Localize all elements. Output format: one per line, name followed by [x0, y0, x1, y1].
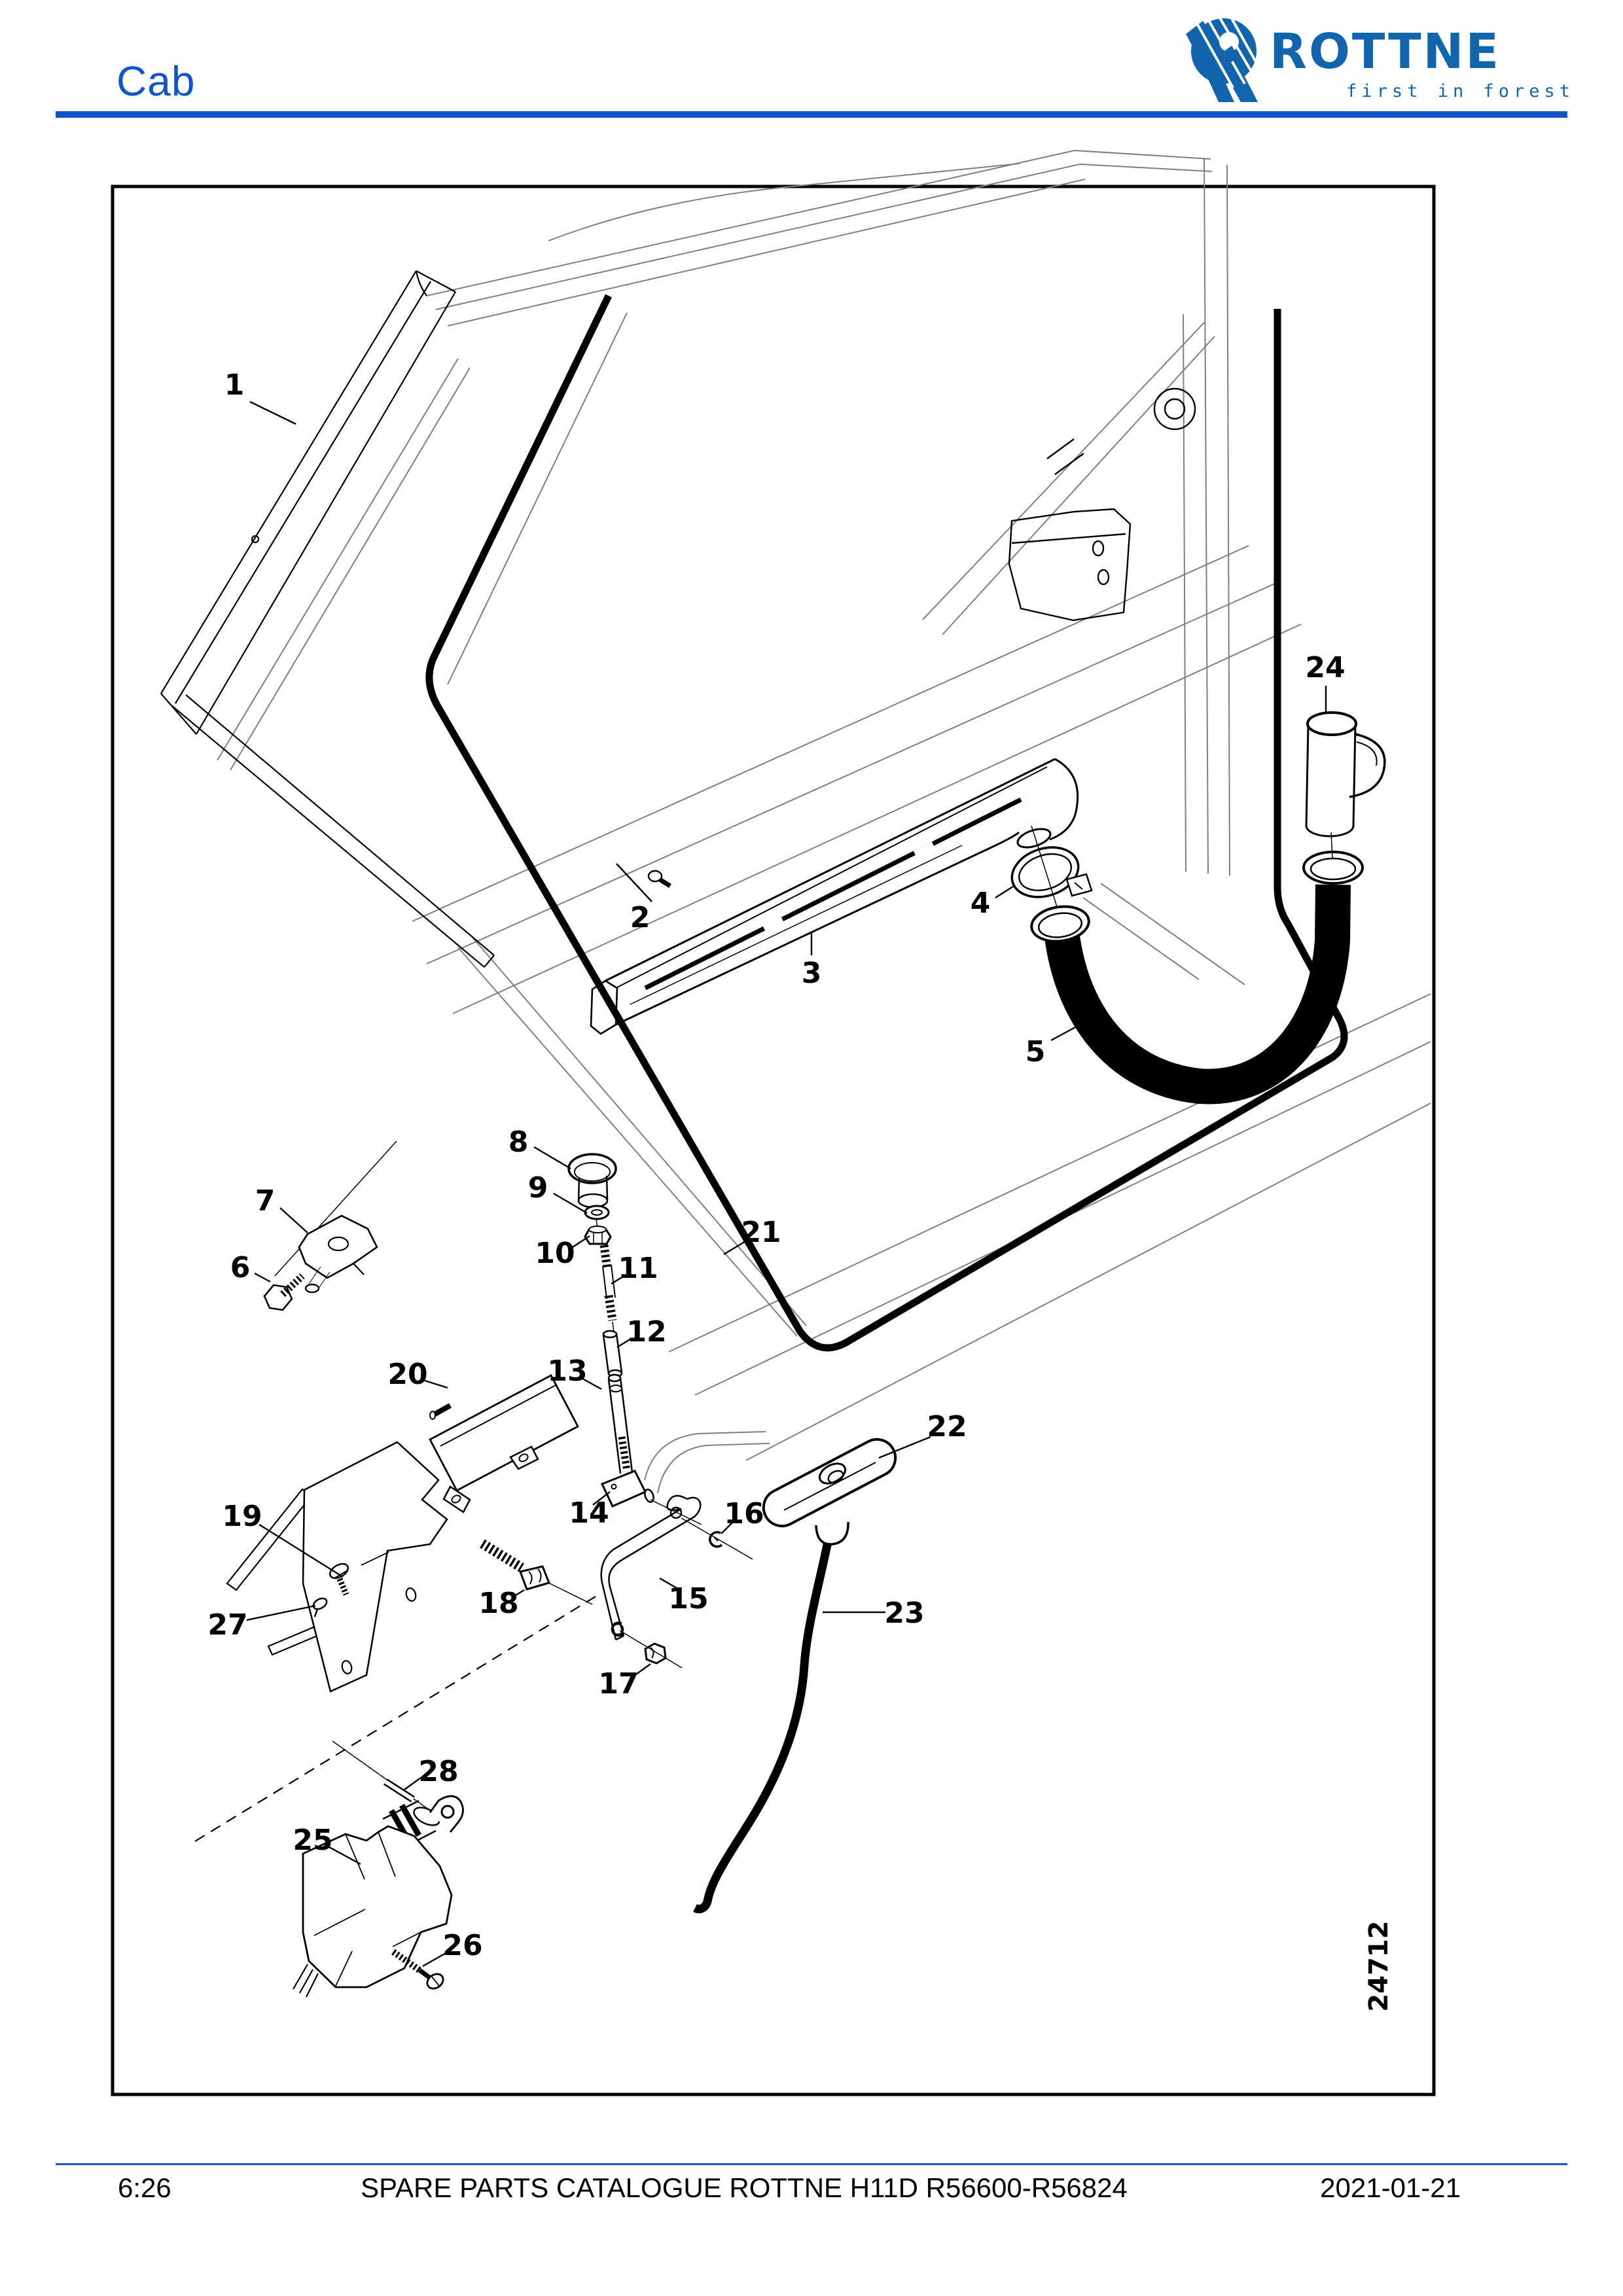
- pipe-fitting: [1306, 713, 1385, 858]
- lock-bracket: [227, 1442, 447, 1691]
- part-label-12: 12: [626, 1315, 667, 1349]
- page-title: Cab: [116, 58, 196, 105]
- part-label-5: 5: [1025, 1035, 1046, 1069]
- part-label-17: 17: [598, 1667, 639, 1701]
- part-label-27: 27: [207, 1608, 248, 1642]
- part-label-2: 2: [630, 901, 651, 934]
- footer-rule: [56, 2163, 1567, 2165]
- footer-date: 2021-01-21: [1320, 2172, 1461, 2203]
- part-label-26: 26: [442, 1929, 483, 1962]
- handle-cable: [695, 1525, 831, 1909]
- window-trim-strip: [591, 759, 1078, 1034]
- hose-clamp: [1005, 839, 1092, 906]
- footer-page-number: 6:26: [118, 2172, 171, 2203]
- leader-lines: [247, 402, 1326, 1966]
- logo-brand-text: ROTTNE: [1270, 24, 1501, 80]
- part-label-23: 23: [884, 1597, 925, 1630]
- part-label-9: 9: [527, 1171, 548, 1205]
- door-frame: [161, 271, 494, 967]
- part-label-22: 22: [927, 1410, 967, 1443]
- release-lever: [482, 1496, 753, 1668]
- lock-actuator: [195, 1597, 596, 1997]
- part-label-15: 15: [668, 1582, 709, 1616]
- screw-2: [649, 871, 670, 886]
- grommet-roller: [1154, 389, 1195, 429]
- part-label-21: 21: [741, 1216, 781, 1249]
- part-label-13: 13: [547, 1354, 588, 1388]
- part-label-10: 10: [535, 1237, 575, 1270]
- part-label-7: 7: [255, 1184, 276, 1218]
- logo-tagline: first in forest: [1346, 81, 1575, 101]
- part-label-24: 24: [1305, 651, 1346, 684]
- part-label-28: 28: [418, 1755, 459, 1788]
- lock-unit: [430, 1375, 578, 1512]
- part-label-4: 4: [970, 887, 991, 920]
- footer-catalogue-title: SPARE PARTS CATALOGUE ROTTNE H11D R56600-R56824: [361, 2172, 1128, 2203]
- part-label-20: 20: [387, 1358, 428, 1391]
- part-label-6: 6: [230, 1251, 251, 1284]
- hinge-bracket: [1009, 439, 1130, 620]
- part-label-11: 11: [618, 1252, 658, 1285]
- part-label-14: 14: [569, 1496, 609, 1530]
- part-label-18: 18: [478, 1587, 519, 1620]
- part-label-16: 16: [724, 1497, 764, 1530]
- drawing-number: 24712: [1364, 1920, 1394, 2012]
- striker-assembly: [264, 1141, 397, 1310]
- part-label-8: 8: [508, 1125, 529, 1159]
- part-label-1: 1: [224, 368, 245, 402]
- diagram-border: [113, 186, 1434, 2094]
- part-label-25: 25: [293, 1824, 333, 1857]
- part-label-19: 19: [222, 1500, 262, 1533]
- part-label-3: 3: [801, 957, 822, 990]
- door-seal: [429, 296, 1344, 1348]
- door-panel-lines: [217, 150, 1431, 1493]
- door-handle: [764, 1439, 895, 1544]
